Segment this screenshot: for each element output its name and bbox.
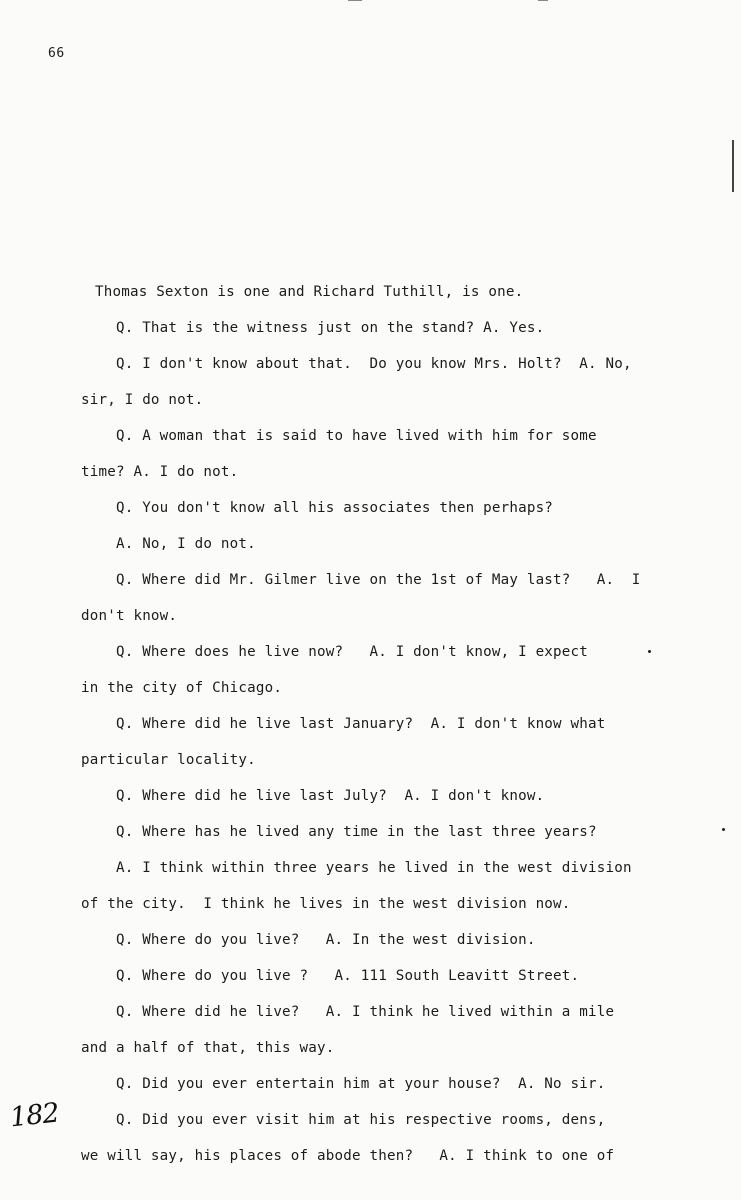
transcript-line: A. No, I do not. bbox=[81, 536, 256, 552]
transcript-line: Q. Where did he live? A. I think he lived within a mile bbox=[81, 1004, 615, 1020]
transcript-line: Q. I don't know about that. Do you know Mrs. Holt? A. No, bbox=[81, 356, 632, 372]
transcript-line: Q. Where does he live now? A. I don't know, I expect bbox=[81, 644, 589, 660]
transcript-line: don't know. bbox=[81, 608, 178, 624]
transcript-line: Q. Did you ever entertain him at your house? A. No sir. bbox=[81, 1076, 606, 1092]
transcript-line: sir, I do not. bbox=[81, 392, 204, 408]
transcript-line: Thomas Sexton is one and Richard Tuthill, is one. bbox=[95, 284, 524, 300]
transcript-line: and a half of that, this way. bbox=[81, 1040, 335, 1056]
transcript-line: Q. Where do you live ? A. 111 South Leavitt Street. bbox=[81, 968, 580, 984]
transcript-line: Q. You don't know all his associates then perhaps? bbox=[81, 500, 554, 516]
transcript-line: A. I think within three years he lived in the west division bbox=[81, 860, 632, 876]
page-number: 66 bbox=[48, 46, 65, 61]
transcript-line: Q. A woman that is said to have lived with him for some bbox=[81, 428, 597, 444]
transcript-line: we will say, his places of abode then? A. I think to one of bbox=[81, 1148, 615, 1164]
transcript-line: Q. Where do you live? A. In the west division. bbox=[81, 932, 536, 948]
transcript-line: Q. Where did he live last July? A. I don't know. bbox=[81, 788, 545, 804]
transcript-line: time? A. I do not. bbox=[81, 464, 239, 480]
transcript-line: Q. That is the witness just on the stand? A. Yes. bbox=[81, 320, 545, 336]
transcript-line: Q. Where did he live last January? A. I don't know what bbox=[81, 716, 606, 732]
transcript-line: of the city. I think he lives in the west division now. bbox=[81, 896, 571, 912]
scan-dot bbox=[648, 650, 651, 653]
transcript-line: Q. Where has he lived any time in the last three years? bbox=[81, 824, 597, 840]
transcript-line: Q. Where did Mr. Gilmer live on the 1st of May last? A. I bbox=[81, 572, 641, 588]
handwritten-margin-note: 182 bbox=[8, 1097, 61, 1134]
scan-dot bbox=[722, 828, 725, 831]
transcript-line: particular locality. bbox=[81, 752, 256, 768]
transcript-line: Q. Did you ever visit him at his respective rooms, dens, bbox=[81, 1112, 606, 1128]
transcript-line: in the city of Chicago. bbox=[81, 680, 283, 696]
